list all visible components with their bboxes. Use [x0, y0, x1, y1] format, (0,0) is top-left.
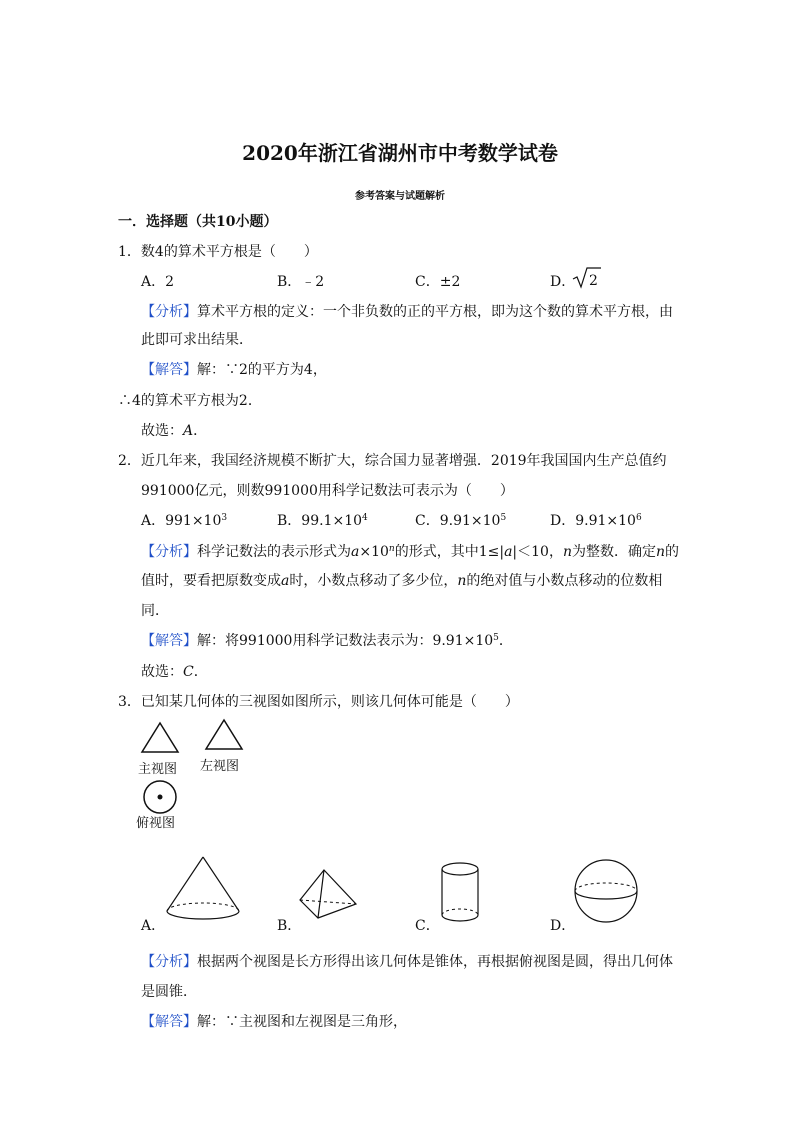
q3-analysis-line-1	[141, 951, 673, 971]
q2-answer-tag: 【解答】	[141, 633, 197, 649]
cone-shape	[163, 855, 243, 925]
q2-option-d	[550, 510, 642, 530]
q3-answer-line-1	[141, 1011, 407, 1031]
q3-analysis-line-2: 是圆锥．	[141, 984, 197, 1000]
q2-option-b	[277, 510, 368, 530]
q3-analysis-text-1: 根据两个视图是长方形得出该几何体是锥体，再根据俯视图是圆，得出几何体	[197, 954, 673, 970]
front-view-caption: 主视图	[138, 762, 178, 777]
q3-stem: 3．已知某几何体的三视图如图所示，则该几何体可能是（ ）	[118, 694, 519, 710]
q2-analysis-1h: n	[562, 544, 572, 560]
sqrt-two-symbol	[572, 265, 602, 289]
q2-analysis-1e: 的形式，其中1≤|	[394, 544, 505, 560]
paper-title: 2020年浙江省湖州市中考数学试卷	[242, 141, 558, 165]
q1-choice-line	[141, 420, 207, 440]
q2-analysis-1d: n	[388, 544, 395, 554]
q2-option-a-label: A．991×10	[141, 513, 222, 529]
q2-analysis-1b: a	[351, 544, 360, 560]
q2-analysis-2c: 时，小数点移动了多少位，	[289, 573, 458, 589]
q2-analysis-line-1	[141, 541, 679, 561]
q2-analysis-1f: a	[504, 544, 513, 560]
q1-analysis-line-1	[141, 301, 673, 321]
q2-stem-line-2: 991000亿元，则数991000用科学记数法可表示为（ ）	[141, 483, 514, 499]
q2-choice-prefix: 故选：	[141, 664, 183, 680]
q2-analysis-2b: a	[281, 573, 290, 589]
q1-choice-suffix: ．	[193, 423, 208, 439]
q2-answer-exp: 5	[493, 633, 499, 643]
q1-analysis-text-1: 算术平方根的定义：一个非负数的正的平方根，即为这个数的算术平方根，由	[197, 304, 673, 320]
q3-option-a: A．	[141, 918, 166, 934]
q2-analysis-2e: 的绝对值与小数点移动的位数相	[466, 573, 663, 589]
q1-choice: A	[183, 423, 194, 439]
pyramid-shape	[298, 868, 360, 920]
q2-analysis-1g: |＜10，	[512, 544, 563, 560]
q1-answer-tag: 【解答】	[141, 362, 197, 378]
q2-option-b-exp: 4	[362, 513, 368, 523]
q2-analysis-1k: 的	[665, 544, 680, 560]
q2-option-d-exp: 6	[635, 513, 642, 523]
sphere-shape	[573, 858, 639, 924]
q3-option-b: B．	[277, 918, 302, 934]
q1-option-b: B．﹣2	[277, 274, 325, 290]
paper-subtitle: 参考答案与试题解析	[355, 191, 445, 202]
q2-option-a	[141, 510, 227, 530]
q1-option-a: A．2	[141, 274, 175, 290]
q2-answer-end: ．	[498, 633, 513, 649]
q1-stem: 1．数4的算术平方根是（ ）	[118, 244, 318, 260]
q2-option-d-label: D．9.91×10	[550, 513, 636, 529]
q2-option-a-exp: 3	[221, 513, 228, 523]
q2-choice-suffix: ．	[193, 664, 208, 680]
q2-choice-line	[141, 661, 208, 681]
q2-option-c-exp: 5	[500, 513, 507, 523]
q1-answer-line-2: ∴4的算术平方根为2．	[118, 393, 262, 409]
q2-option-b-label: B．99.1×10	[277, 513, 363, 529]
q3-answer-tag: 【解答】	[141, 1014, 197, 1030]
q2-stem-line-1: 2．近几年来，我国经济规模不断扩大，综合国力显著增强．2019年我国国内生产总值约	[118, 453, 667, 469]
cylinder-shape	[440, 861, 480, 925]
q1-answer-text-1: 解：∵2的平方为4，	[197, 362, 327, 378]
q2-analysis-2a: 值时，要看把原数变成	[141, 573, 281, 589]
q2-analysis-line-3: 同．	[141, 603, 169, 619]
q1-analysis-tag: 【分析】	[141, 304, 197, 320]
q2-analysis-2d: n	[457, 573, 467, 589]
q1-choice-prefix: 故选：	[141, 423, 183, 439]
q3-answer-text-1: 解：∵主视图和左视图是三角形，	[197, 1014, 407, 1030]
q1-option-d: D．	[550, 274, 576, 290]
front-view-triangle	[140, 722, 180, 754]
q1-option-c: C．±2	[415, 274, 461, 290]
q3-option-d: D．	[550, 918, 576, 934]
q2-analysis-1i: 为整数．确定	[571, 544, 656, 560]
q2-analysis-1c: ×10	[359, 544, 389, 560]
q3-option-c: C．	[415, 918, 440, 934]
q2-answer-text: 解：将991000用科学记数法表示为：9.91×10	[197, 633, 494, 649]
q2-analysis-1j: n	[655, 544, 666, 560]
q2-choice: C	[183, 664, 194, 680]
left-view-triangle	[204, 719, 244, 751]
q2-option-c-label: C．9.91×10	[415, 513, 501, 529]
q1-answer-line-1	[141, 359, 327, 379]
q1-analysis-line-2: 此即可求出结果．	[141, 332, 253, 348]
q3-analysis-tag: 【分析】	[141, 954, 197, 970]
q2-analysis-line-2	[141, 570, 662, 590]
svg-text:2: 2	[589, 273, 598, 289]
left-view-caption: 左视图	[200, 759, 240, 774]
top-view-circle	[142, 779, 178, 815]
q2-answer-line	[141, 630, 513, 650]
q2-analysis-1a: 科学记数法的表示形式为	[197, 544, 351, 560]
top-view-caption: 俯视图	[136, 816, 176, 831]
q2-analysis-tag: 【分析】	[141, 544, 197, 560]
section-heading: 一．选择题（共10小题）	[118, 214, 278, 230]
q2-option-c	[415, 510, 506, 530]
